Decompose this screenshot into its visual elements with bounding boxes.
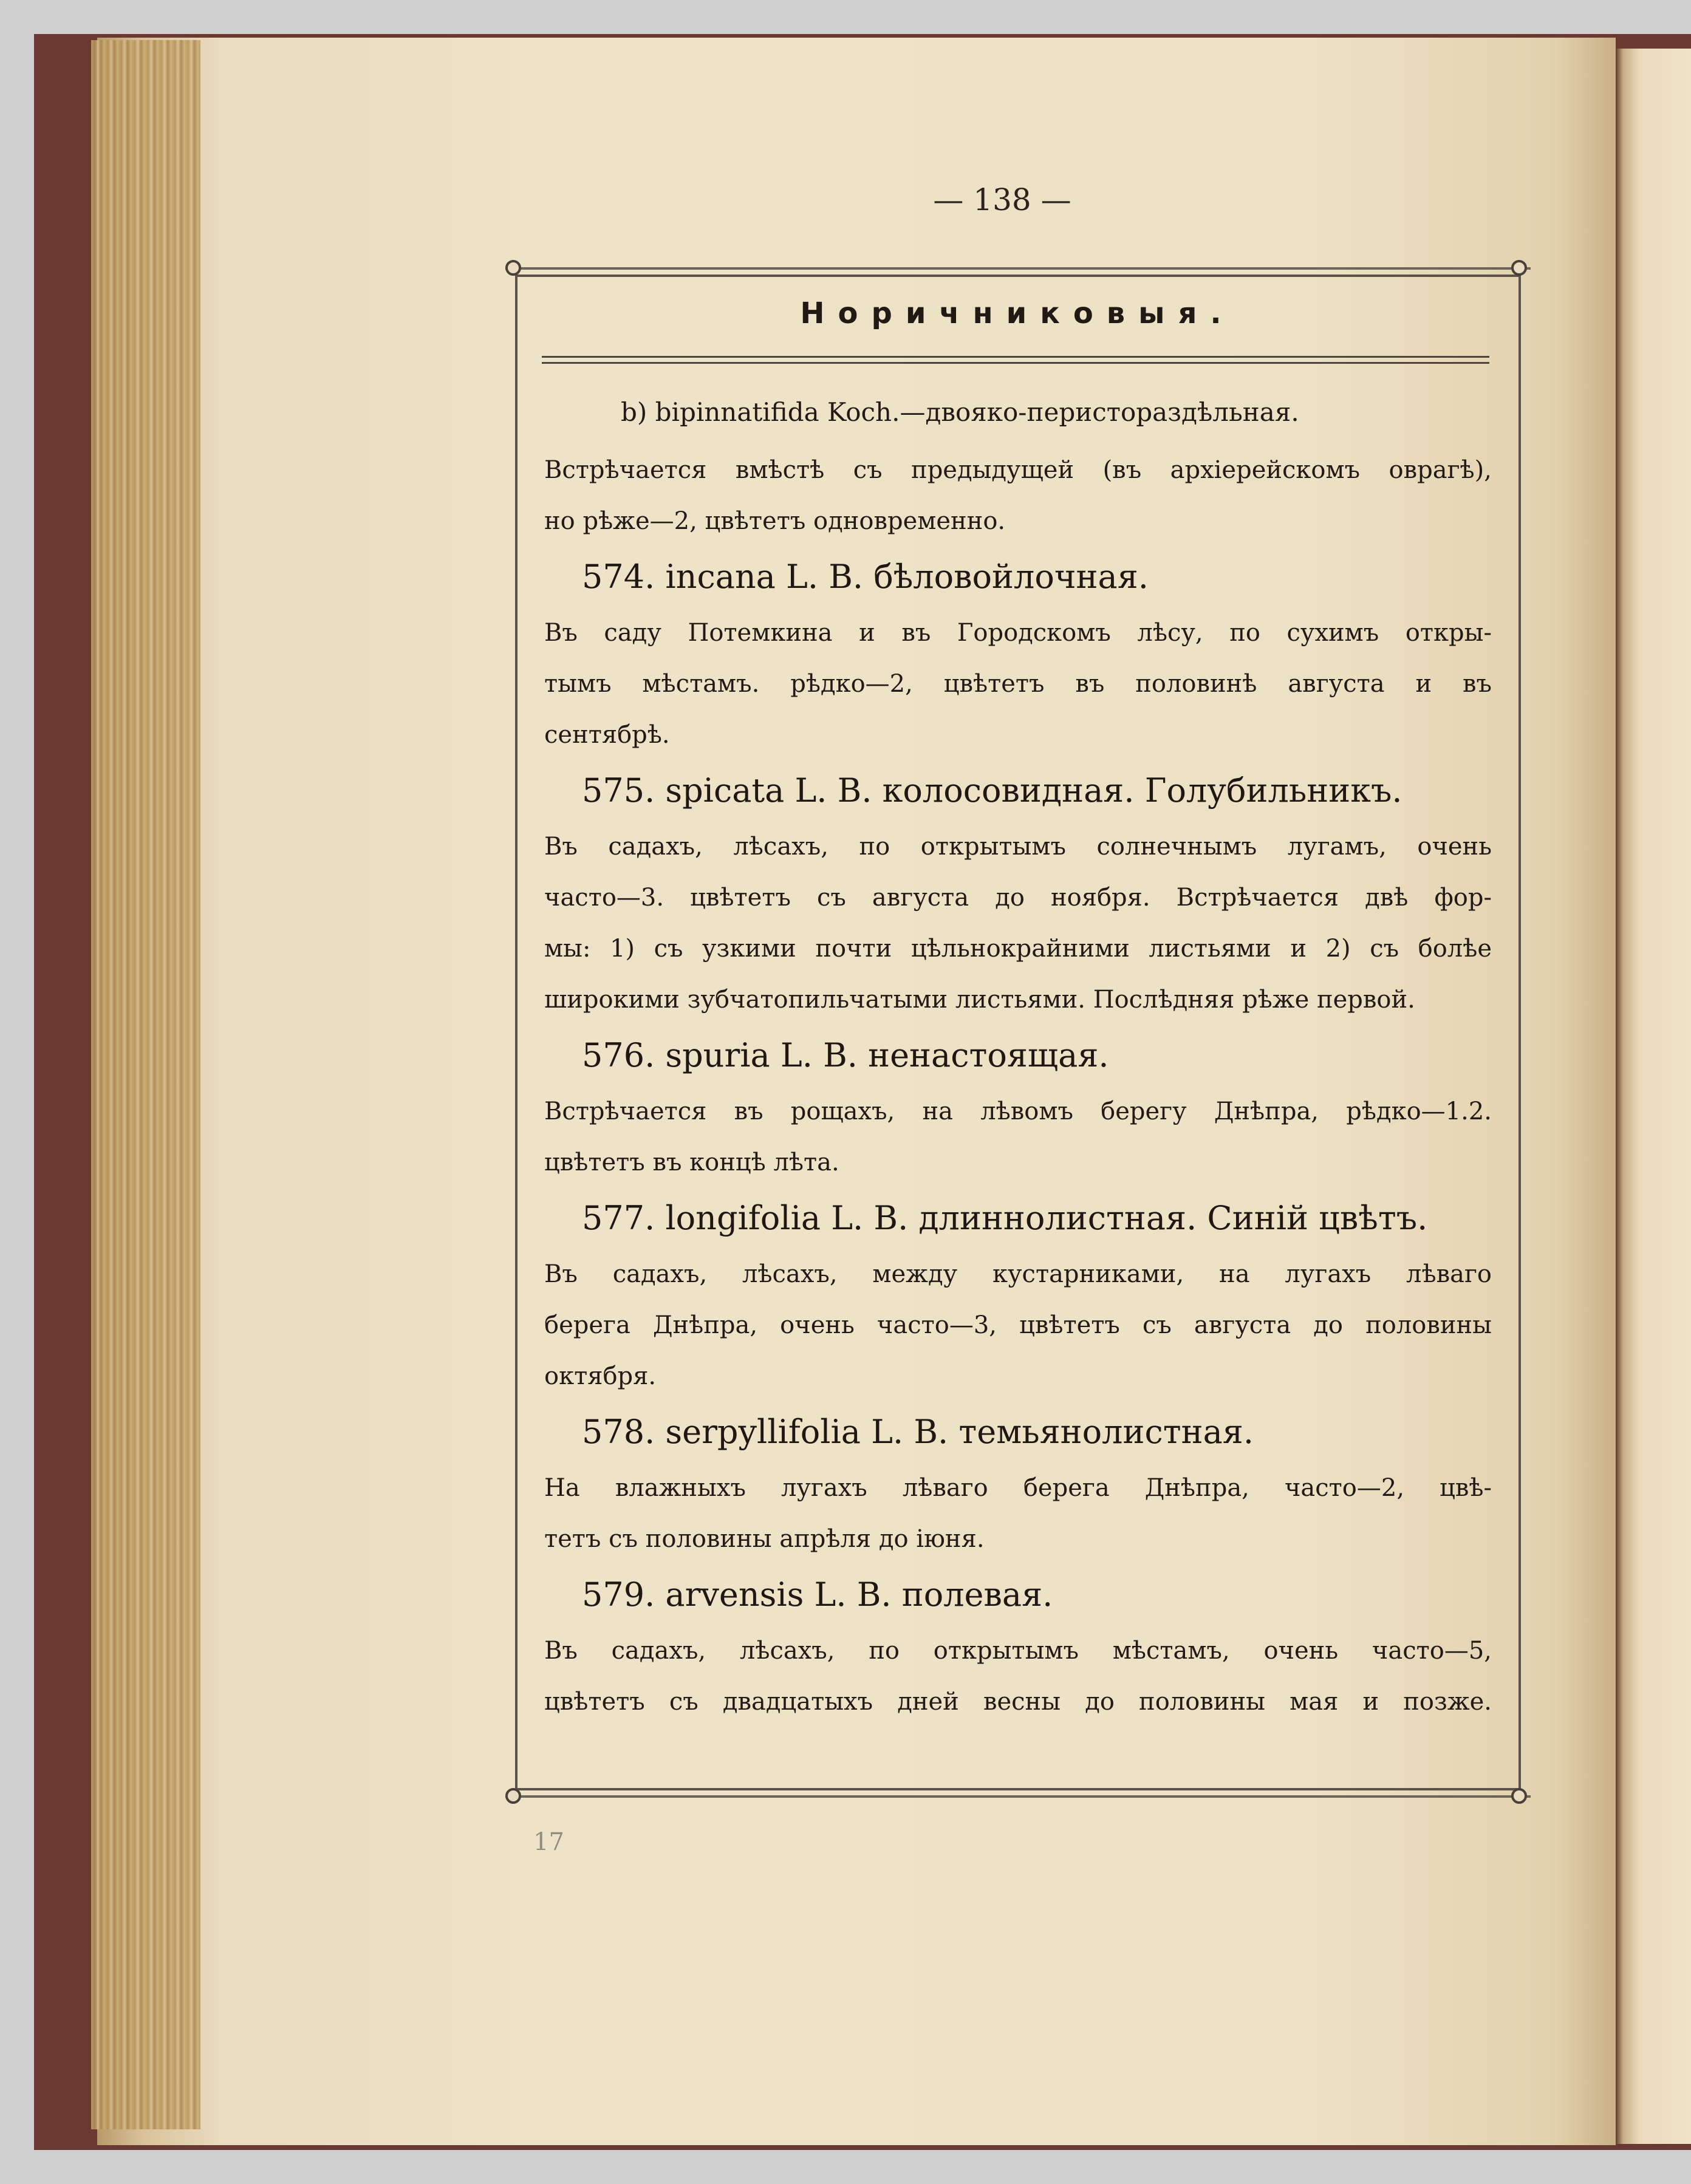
section-title: Норичниковыя. <box>800 296 1235 330</box>
title-rule <box>542 362 1489 364</box>
facing-page-edge <box>1616 49 1691 2144</box>
species-heading: 578. serpyllifolia L. B. темьянолистная. <box>582 1413 1254 1451</box>
frame-bottom-rule <box>505 1795 1531 1798</box>
corner-ornament-icon <box>505 260 521 276</box>
text-line: цвѣтетъ въ концѣ лѣта. <box>544 1148 839 1176</box>
text-line: цвѣтетъ съ двадцатыхъ дней весны до половины мая и позже. <box>544 1688 1492 1716</box>
species-entry <box>544 547 1492 760</box>
text-line: Встрѣчается вмѣстѣ съ предыдущей (въ архіерейскомъ оврагѣ), <box>544 456 1492 484</box>
corner-ornament-icon <box>1511 260 1527 276</box>
species-heading: 577. longifolia L. B. длиннолистная. Синій цвѣтъ. <box>582 1199 1428 1237</box>
species-heading: 579. arvensis L. B. полевая. <box>582 1575 1053 1614</box>
text-line: тымъ мѣстамъ. рѣдко—2, цвѣтетъ въ половинѣ августа и въ <box>544 670 1492 698</box>
species-entry <box>544 760 1492 1025</box>
corner-ornament-icon <box>505 1788 521 1804</box>
text-line: мы: 1) съ узкими почти цѣльнокрайними листьями и 2) съ болѣе <box>544 935 1492 963</box>
text-line: Въ садахъ, лѣсахъ, между кустарниками, на лугахъ лѣваго <box>544 1260 1492 1288</box>
text-line: но рѣже—2, цвѣтетъ одновременно. <box>544 507 1006 535</box>
species-heading: 574. incana L. B. бѣловойлочная. <box>582 558 1149 596</box>
footer-mark: 17 <box>533 1828 564 1856</box>
text-line: Въ садахъ, лѣсахъ, по открытымъ солнечнымъ лугамъ, очень <box>544 833 1492 861</box>
paragraph <box>544 445 1492 547</box>
text-line: октября. <box>544 1362 657 1390</box>
text-line: часто—3. цвѣтетъ съ августа до ноября. Встрѣчается двѣ фор- <box>544 884 1492 912</box>
text-line: берега Днѣпра, очень часто—3, цвѣтетъ съ августа до половины <box>544 1311 1492 1339</box>
corner-ornament-icon <box>1511 1788 1527 1804</box>
species-entry <box>544 1025 1492 1188</box>
text-line: Встрѣчается въ рощахъ, на лѣвомъ берегу Днѣпра, рѣдко—1.2. <box>544 1097 1492 1125</box>
species-entry <box>544 1188 1492 1402</box>
subentry: b) bipinnatifida Koch.—двояко-перистораздѣльная. <box>621 397 1299 427</box>
text-line: широкими зубчатопильчатыми листьями. Послѣдняя рѣже первой. <box>544 986 1415 1014</box>
species-heading: 575. spicata L. B. колосовидная. Голубильникъ. <box>582 771 1402 810</box>
text-line: сентябрѣ. <box>544 721 670 749</box>
text-line: тетъ съ половины апрѣля до іюня. <box>544 1525 985 1553</box>
species-entry <box>544 1402 1492 1565</box>
species-entry <box>544 1565 1492 1727</box>
species-heading: 576. spuria L. B. ненастоящая. <box>582 1036 1109 1074</box>
page-body <box>544 385 1492 1727</box>
text-line: Въ садахъ, лѣсахъ, по открытымъ мѣстамъ, очень часто—5, <box>544 1637 1492 1665</box>
frame-top-rule <box>505 267 1531 270</box>
page-edge-stack <box>91 40 200 2129</box>
title-rule <box>542 356 1489 358</box>
text-line: Въ саду Потемкина и въ Городскомъ лѣсу, по сухимъ откры- <box>544 619 1492 647</box>
page-number: — 138 — <box>933 182 1071 217</box>
text-line: На влажныхъ лугахъ лѣваго берега Днѣпра, часто—2, цвѣ- <box>544 1474 1492 1502</box>
